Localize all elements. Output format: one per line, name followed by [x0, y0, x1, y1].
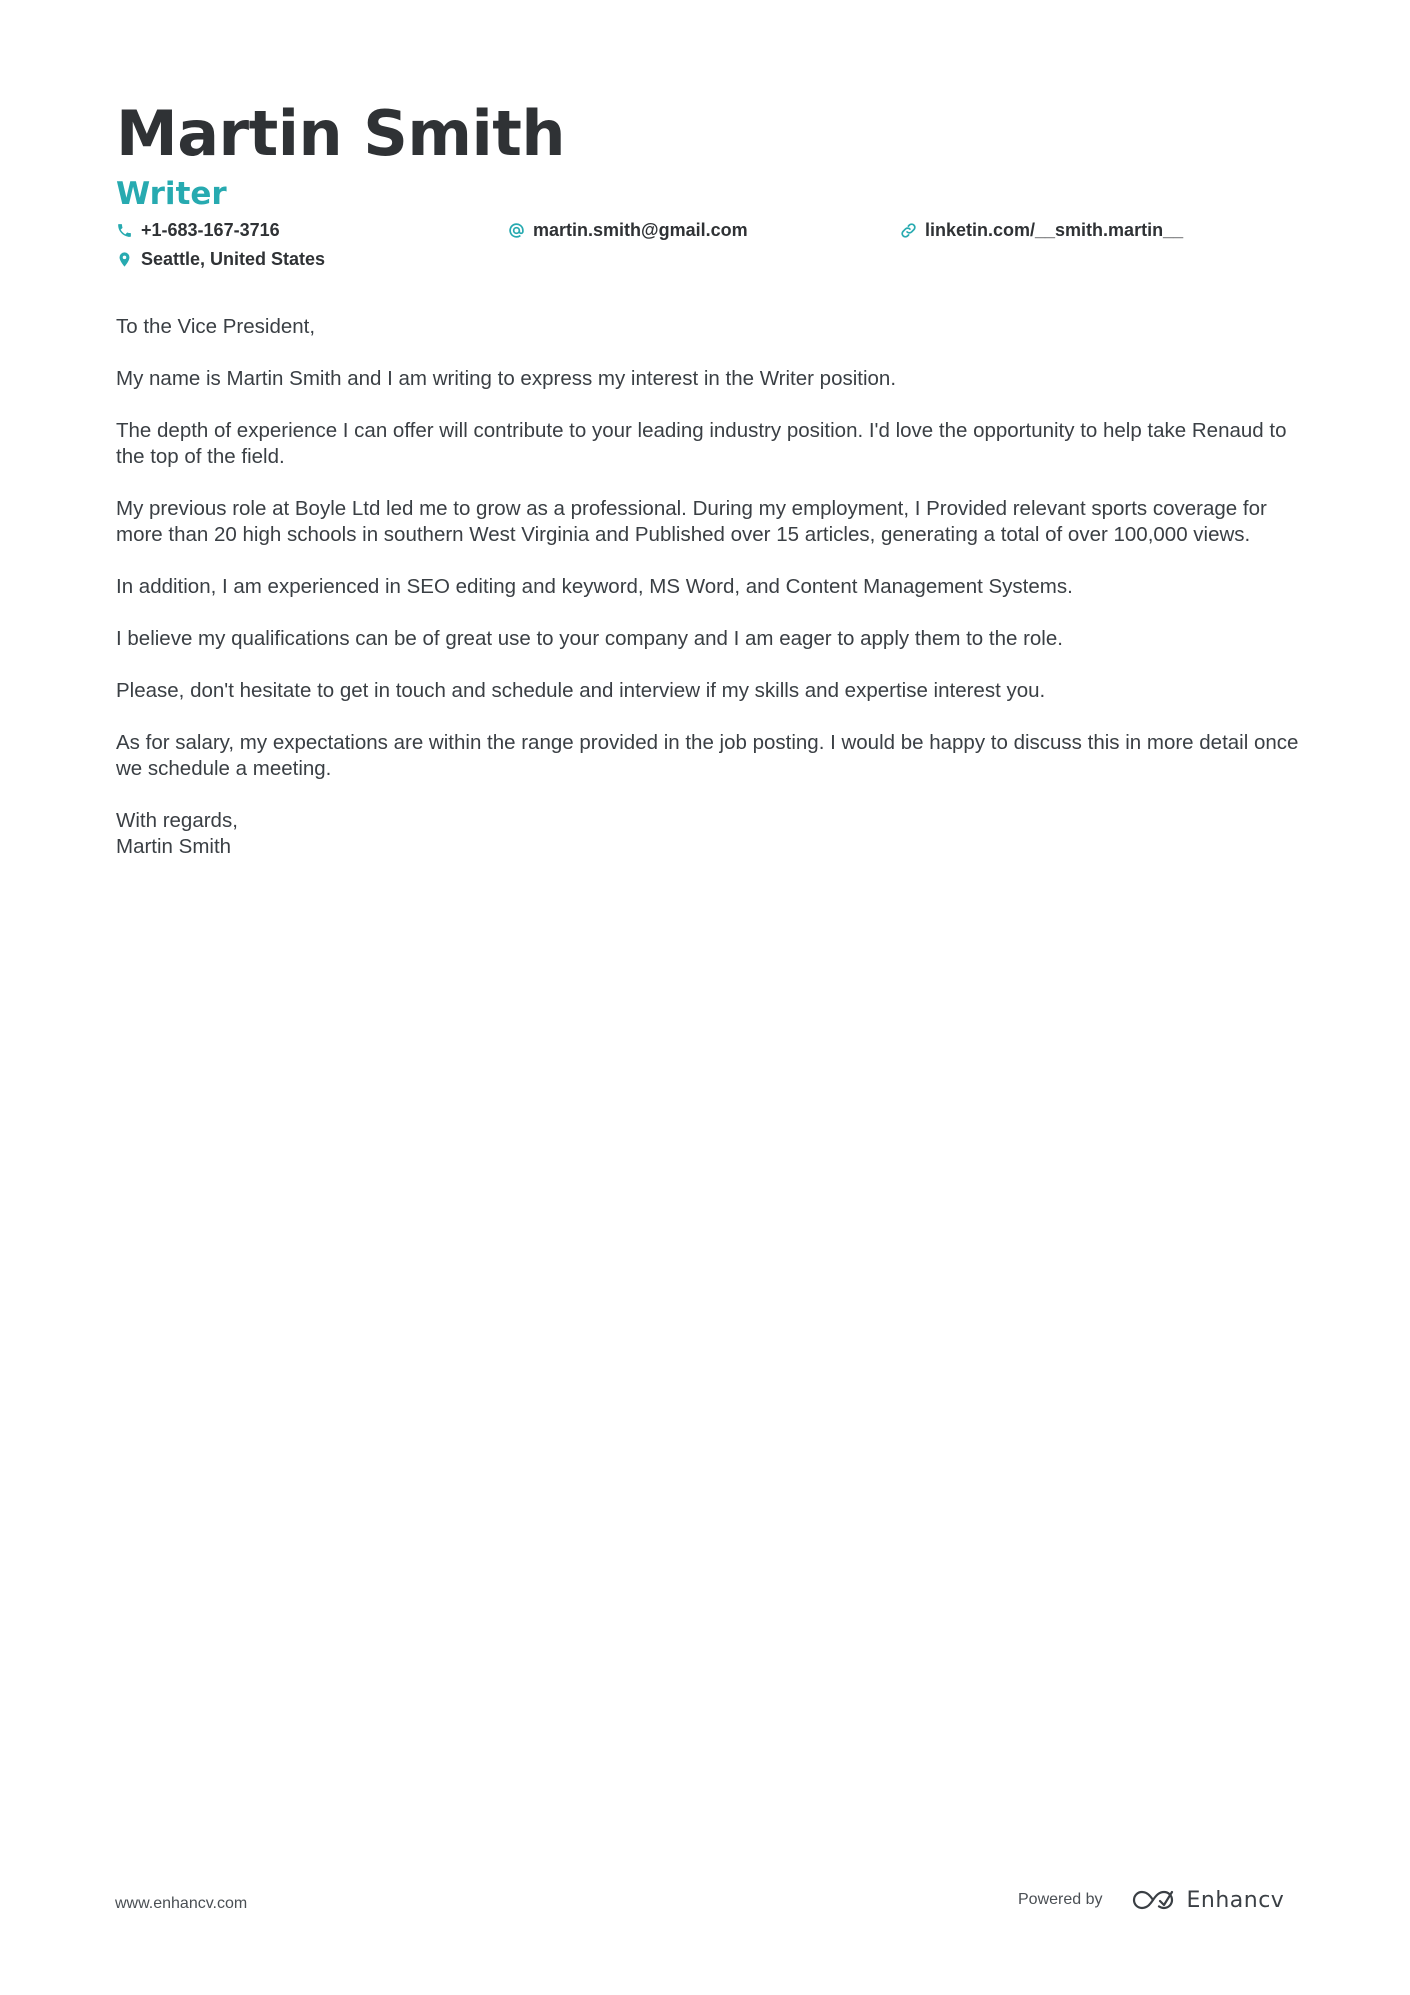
job-title: Writer [116, 176, 227, 212]
letter-paragraph: As for salary, my expectations are within the range provided in the job posting. I would be happy to discuss this in more detail once we schedule a meeting. [116, 731, 1299, 780]
phone-icon [116, 222, 133, 239]
letter-body [116, 314, 1306, 860]
contact-email[interactable] [508, 220, 748, 241]
candidate-name: Martin Smith [116, 97, 566, 170]
letter-paragraph: My name is Martin Smith and I am writing to express my interest in the Writer position. [116, 367, 897, 390]
phone-text: +1-683-167-3716 [141, 220, 280, 240]
powered-by-label: Powered by [1018, 1891, 1103, 1908]
enhancv-logo-icon [1129, 1887, 1177, 1913]
contact-link[interactable] [900, 220, 1183, 241]
location-pin-icon [116, 251, 133, 268]
letter-paragraph: I believe my qualifications can be of great use to your company and I am eager to apply them to the role. [116, 627, 1063, 650]
closing: With regards, [116, 809, 238, 832]
salutation: To the Vice President, [116, 315, 316, 338]
contact-phone [116, 220, 280, 241]
header [116, 96, 1296, 280]
link-icon [900, 222, 917, 239]
letter-paragraph: Please, don't hesitate to get in touch and schedule and interview if my skills and expertise interest you. [116, 679, 1046, 702]
footer-branding [1018, 1880, 1284, 1920]
letter-paragraph: My previous role at Boyle Ltd led me to grow as a professional. During my employment, I Provided relevant sports coverage for more than 20 high schools in southern West Virginia and Published over 15 articles, generating a total of over 100,000 views. [116, 497, 1267, 546]
link-text[interactable]: linketin.com/__smith.martin__ [925, 220, 1184, 240]
location-text: Seattle, United States [141, 249, 326, 269]
enhancv-logo[interactable] [1129, 1887, 1285, 1913]
footer-website[interactable]: www.enhancv.com [115, 1895, 248, 1912]
letter-paragraph: In addition, I am experienced in SEO editing and keyword, MS Word, and Content Management Systems. [116, 575, 1073, 598]
contact-location [116, 249, 325, 270]
contact-info [116, 220, 1296, 280]
at-sign-icon [508, 222, 525, 239]
email-text[interactable]: martin.smith@gmail.com [533, 220, 748, 240]
brand-name: Enhancv [1186, 1887, 1285, 1913]
letter-paragraph: The depth of experience I can offer will contribute to your leading industry position. I'd love the opportunity to help take Renaud to the top of the field. [116, 419, 1287, 468]
signature-name: Martin Smith [116, 835, 232, 858]
